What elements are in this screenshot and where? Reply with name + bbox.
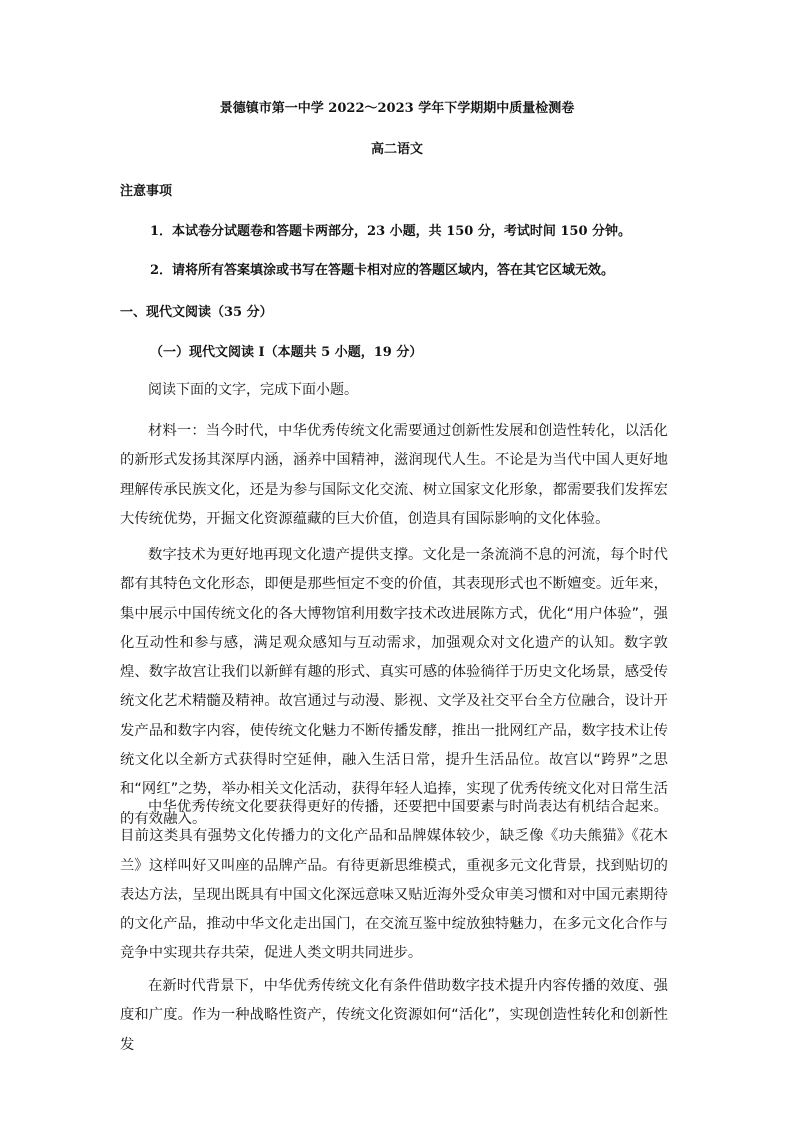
passage-paragraph-1: 材料一：当今时代，中华优秀传统文化需要通过创新性发展和创造性转化，以活化的新形式发扬其深厚内涵，涵养中国精神，滋润现代人生。不论是为当代中国人更好地理解传承民族文化，还是为参与国际文化交流、树立国家文化形象，都需要我们发挥宏大传统优势，开掘文化资源蕴藏的巨大价值，创造具有国际影响的文化体验。	[120, 423, 668, 527]
sub-section-heading: （一）现代文阅读 I（本题共 5 小题，19 分）	[150, 345, 423, 360]
notice-item-1: 1．本试卷分试题卷和答题卡两部分，23 小题，共 150 分，考试时间 150 分钟。	[150, 224, 632, 239]
subject-title: 高二语文	[370, 142, 423, 157]
notice-item-2: 2．请将所有答案填涂或书写在答题卡相对应的答题区域内，答在其它区域无效。	[150, 263, 615, 278]
passage-paragraph-4: 在新时代背景下，中华优秀传统文化有条件借助数字技术提升内容传播的效度、强度和广度。作为一种战略性资产，传统文化资源如何“活化”，实现创造性转化和创新性发	[120, 978, 668, 1053]
passage-paragraph-2: 数字技术为更好地再现文化遗产提供支撑。文化是一条流淌不息的河流，每个时代都有其特色文化形态，即便是那些恒定不变的价值，其表现形式也不断嬗变。近年来，集中展示中国传统文化的各大博物馆利用数字技术改进展陈方式，优化“用户体验”，强化互动性和参与感，满足观众感知与互动需求，加强观众对文化遗产的认知。数字敦煌、数字故宫让我们以新鲜有趣的形式、真实可感的体验徜徉于历史文化场景，感受传统文化艺术精髓及精神。故宫通过与动漫、影视、文学及社交平台全方位融合，设计开发产品和数字内容，使传统文化魅力不断传播发酵，推出一批网红产品，数字技术让传统文化以全新方式获得时空延伸，融入生活日常，提升生活品位。故宫以“跨界”之思和“网红”之势，举办相关文化活动，获得年轻人追捧，实现了优秀传统文化对日常生活的有效融入。	[120, 547, 668, 827]
section-heading: 一、现代文阅读（35 分）	[120, 305, 273, 320]
passage-paragraph-3: 中华优秀传统文化要获得更好的传播，还要把中国要素与时尚表达有机结合起来。目前这类具有强势文化传播力的文化产品和品牌媒体较少，缺乏像《功夫熊猫》《花木兰》这样叫好又叫座的品牌产品。有待更新思维模式，重视多元文化背景，找到贴切的表达方法，呈现出既具有中国文化深远意味又贴近海外受众审美习惯和对中国元素期待的文化产品，推动中华文化走出国门，在交流互鉴中绽放独特魅力，在多元文化合作与竞争中实现共存共荣，促进人类文明共同进步。	[120, 799, 668, 962]
exam-title: 景德镇市第一中学 2022～2023 学年下学期期中质量检测卷	[219, 101, 575, 116]
notice-heading: 注意事项	[120, 184, 173, 199]
reading-instruction: 阅读下面的文字，完成下面小题。	[148, 382, 358, 398]
